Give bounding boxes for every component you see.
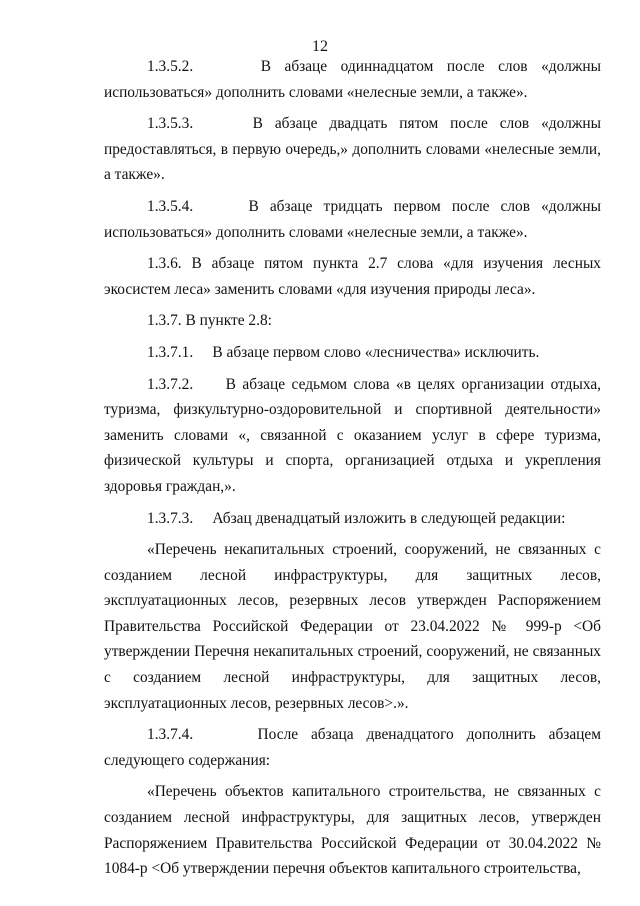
paragraph-1-3-7-1: 1.3.7.1. В абзаце первом слово «лесничества» исключить. — [147, 343, 540, 361]
paragraph-1-3-5-3: 1.3.5.3. В абзаце двадцать пятом после слов «должны предоставляться, в первую очередь,» дополнить словами «нелесные земли, а также». — [104, 115, 601, 184]
page-number: 12 — [312, 38, 328, 55]
paragraph-1-3-7: 1.3.7. В пункте 2.8: — [147, 312, 272, 330]
quoted-paragraph-capital-construction: «Перечень объектов капитального строительства, не связанных с созданием лесной инфраструктуры, для защитных лесов, утвержден Распоряжением Правительства Российской Федерации от 30.04.2022 № 1084-р <Об утверждении перечня объектов капитального строительства, — [104, 783, 601, 878]
paragraph-1-3-7-2: 1.3.7.2. В абзаце седьмом слова «в целях организации отдыха, туризма, физкультурно-оздоровительной и спортивной деятельности» заменить словами «, связанной с оказанием услуг в сфере туризма, физической культуры и спорта, организацией отдыха и укрепления здоровья граждан,». — [104, 375, 601, 495]
document-body — [104, 54, 601, 882]
paragraph-1-3-7-3: 1.3.7.3. Абзац двенадцатый изложить в следующей редакции: — [147, 509, 566, 527]
quoted-paragraph-non-capital-structures: «Перечень некапитальных строений, сооружений, не связанных с созданием лесной инфраструктуры, для защитных лесов, эксплуатационных лесов, резервных лесов утвержден Распоряжением Правительства Российской Федерации от 23.04.2022 № 999-р <Об утверждении Перечня некапитальных строений, сооружений, не связанных с созданием лесной инфраструктуры, для защитных лесов, эксплуатационных лесов, резервных лесов>.». — [104, 541, 601, 712]
paragraph-1-3-6: 1.3.6. В абзаце пятом пункта 2.7 слова «для изучения лесных экосистем леса» заменить словами «для изучения природы леса». — [104, 255, 601, 298]
paragraph-1-3-5-2: 1.3.5.2. В абзаце одиннадцатом после слов «должны использоваться» дополнить словами «нелесные земли, а также». — [104, 58, 601, 101]
paragraph-1-3-7-4: 1.3.7.4. После абзаца двенадцатого дополнить абзацем следующего содержания: — [104, 726, 601, 769]
paragraph-1-3-5-4: 1.3.5.4. В абзаце тридцать первом после слов «должны использоваться» дополнить словами «нелесные земли, а также». — [104, 197, 601, 241]
